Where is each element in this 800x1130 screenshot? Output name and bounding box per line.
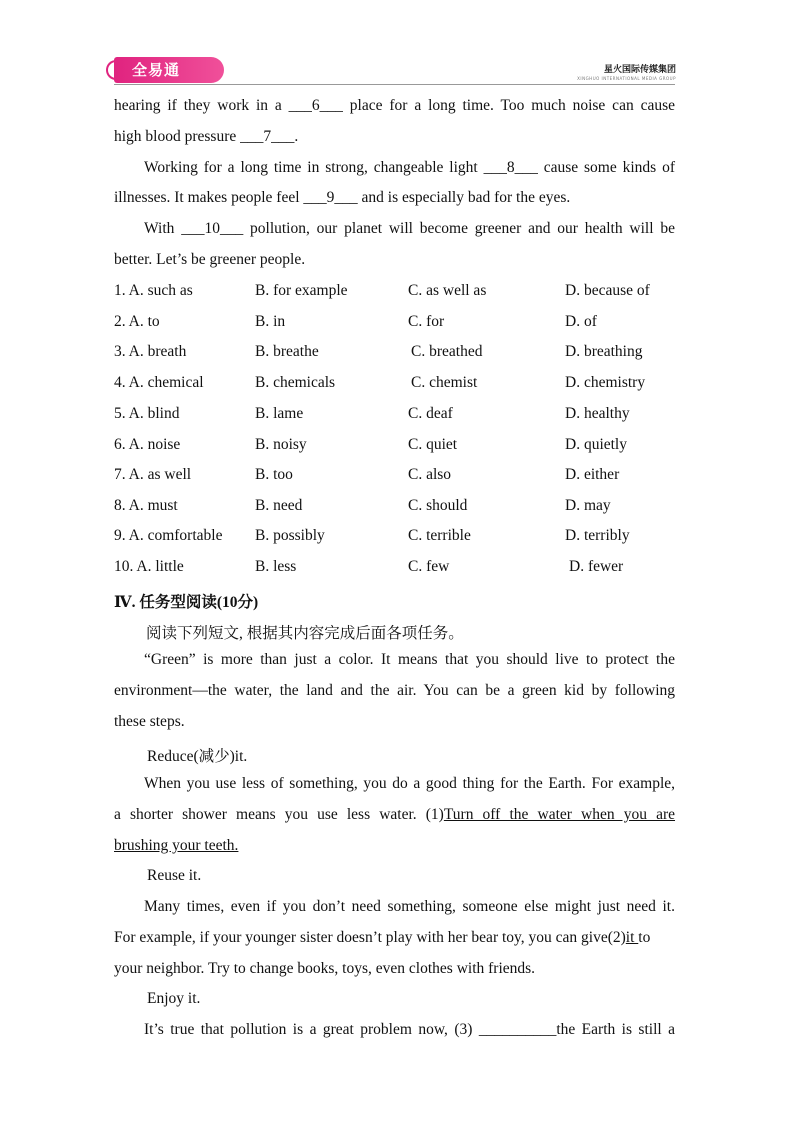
option-d: D. because of (565, 282, 650, 299)
passage-line: your neighbor. Try to change books, toys, even clothes with friends. (114, 960, 536, 977)
passage-line: high blood pressure ___7___. (114, 128, 299, 145)
option-c: C. for (408, 313, 445, 330)
option-b: B. chemicals (255, 374, 336, 391)
passage-line: illnesses. It makes people feel ___9___ and is especially bad for the eyes. (114, 189, 571, 206)
subtitle-reuse: Reuse it. (147, 867, 202, 884)
option-a: 7. A. as well (114, 466, 192, 483)
header-divider (114, 84, 675, 85)
option-a: 4. A. chemical (114, 374, 204, 391)
passage-line (114, 837, 675, 855)
option-c: C. as well as (408, 282, 487, 299)
option-d: D. healthy (565, 405, 630, 422)
option-b: B. too (255, 466, 293, 483)
option-c: C. should (408, 497, 468, 514)
passage-line: When you use less of something, you do a good thing for the Earth. For example, (144, 775, 675, 792)
passage-line: these steps. (114, 713, 185, 730)
option-a: 2. A. to (114, 313, 160, 330)
page-header (0, 0, 800, 90)
publisher-name: 星火国际传媒集团 (603, 65, 676, 75)
section-heading: Ⅳ. 任务型阅读(10分) (114, 594, 259, 611)
option-d: D. may (565, 497, 611, 514)
subtitle-enjoy: Enjoy it. (147, 990, 201, 1007)
passage-text: a shorter shower means you use less water. (1) (114, 806, 444, 823)
option-b: B. noisy (255, 436, 307, 453)
passage-line: better. Let’s be greener people. (114, 251, 306, 268)
option-d: D. fewer (569, 558, 624, 575)
instruction-text: 阅读下列短文, 根据其内容完成后面各项任务。 (146, 625, 464, 642)
option-a: 6. A. noise (114, 436, 181, 453)
option-a: 1. A. such as (114, 282, 193, 299)
passage-line: With ___10___ pollution, our planet will become greener and our health will be (144, 220, 675, 237)
option-b: B. for example (255, 282, 348, 299)
option-b: B. breathe (255, 343, 319, 360)
option-c: C. few (408, 558, 450, 575)
option-a: 3. A. breath (114, 343, 187, 360)
passage-line (114, 929, 675, 947)
option-d: D. breathing (565, 343, 643, 360)
option-a: 5. A. blind (114, 405, 180, 422)
option-b: B. need (255, 497, 303, 514)
option-d: D. terribly (565, 527, 630, 544)
option-a: 10. A. little (114, 558, 184, 575)
passage-line: Working for a long time in strong, changeable light ___8___ cause some kinds of (144, 159, 675, 176)
passage-line: It’s true that pollution is a great problem now, (3) __________the Earth is still a (144, 1021, 675, 1038)
option-c: C. deaf (408, 405, 453, 422)
option-d: D. either (565, 466, 620, 483)
passage-text: For example, if your younger sister doesn’t play with her bear toy, you can give(2) (114, 929, 626, 946)
passage-line (114, 806, 675, 824)
underlined-sentence-1: Turn off the water when you are (443, 806, 676, 823)
option-b: B. in (255, 313, 286, 330)
passage-line: environment—the water, the land and the air. You can be a green kid by following (114, 682, 675, 699)
passage-text: to (638, 929, 651, 946)
option-b: B. less (255, 558, 297, 575)
option-a: 9. A. comfortable (114, 527, 223, 544)
option-b: B. lame (255, 405, 304, 422)
passage-line: “Green” is more than just a color. It means that you should live to protect the (144, 651, 675, 668)
publisher-subtitle: XINGHUO INTERNATIONAL MEDIA GROUP (577, 76, 676, 81)
underlined-sentence-1-end: brushing your teeth. (114, 837, 239, 854)
subtitle-reduce: Reduce(减少)it. (147, 748, 248, 765)
option-a: 8. A. must (114, 497, 178, 514)
option-c: C. chemist (411, 374, 478, 391)
option-c: C. terrible (408, 527, 471, 544)
option-c: C. breathed (411, 343, 483, 360)
option-d: D. quietly (565, 436, 627, 453)
option-d: D. chemistry (565, 374, 646, 391)
option-b: B. possibly (255, 527, 325, 544)
brand-logo: 全易通 (114, 57, 224, 83)
passage-line: Many times, even if you don’t need something, someone else might just need it. (144, 898, 675, 915)
underlined-word-2: it (625, 929, 639, 946)
option-d: D. of (565, 313, 597, 330)
option-c: C. also (408, 466, 452, 483)
publisher-mark (577, 62, 676, 81)
option-c: C. quiet (408, 436, 458, 453)
passage-line: hearing if they work in a ___6___ place for a long time. Too much noise can cause (114, 97, 675, 114)
